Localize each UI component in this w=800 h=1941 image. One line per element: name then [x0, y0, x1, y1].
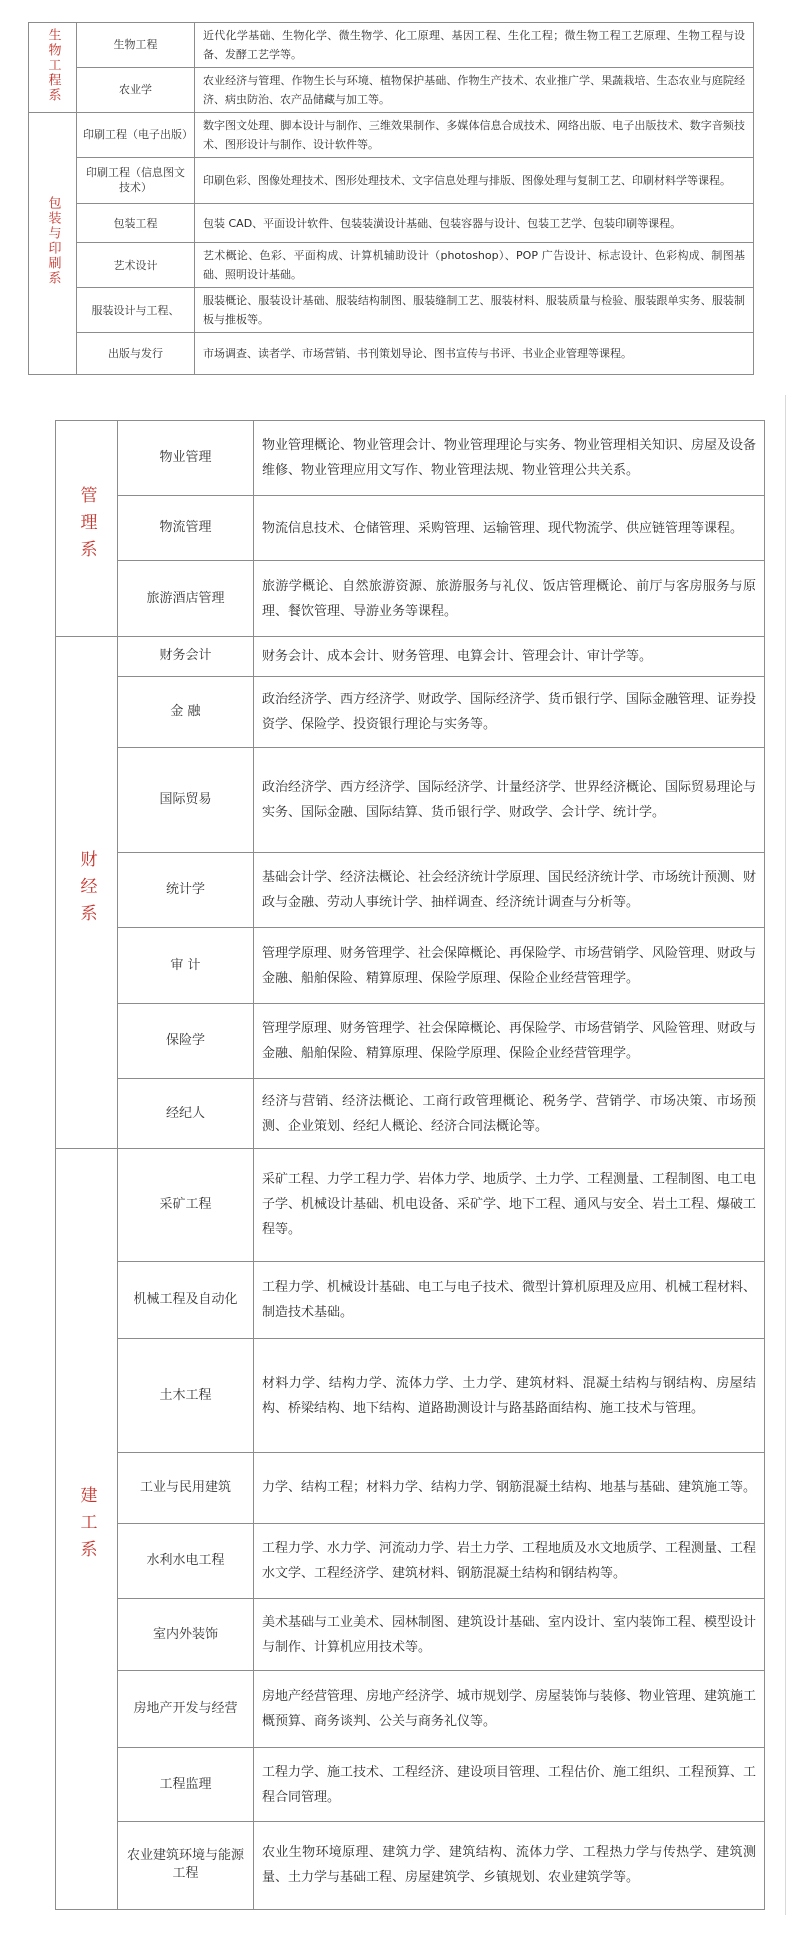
course-cell: 物流信息技术、仓储管理、采购管理、运输管理、现代物流学、供应链管理等课程。	[254, 496, 765, 561]
table-row	[56, 1821, 765, 1909]
table-row	[56, 636, 765, 676]
course-cell: 旅游学概论、自然旅游资源、旅游服务与礼仪、饭店管理概论、前厅与客房服务与原理、餐饮管理、导游业务等课程。	[254, 561, 765, 636]
table-row	[56, 1079, 765, 1148]
major-cell: 统计学	[118, 852, 254, 927]
table-row	[56, 561, 765, 636]
course-cell: 包装 CAD、平面设计软件、包装装潢设计基础、包装容器与设计、包装工艺学、包装印刷等课程。	[195, 203, 754, 243]
course-cell: 经济与营销、经济法概论、工商行政管理概论、税务学、营销学、市场决策、市场预测、企业策划、经纪人概论、经济合同法概论等。	[254, 1079, 765, 1148]
major-cell: 房地产开发与经营	[118, 1670, 254, 1748]
top-course-table	[28, 22, 754, 375]
course-cell: 近代化学基础、生物化学、微生物学、化工原理、基因工程、生化工程；微生物工程工艺原理、生物工程与设备、发酵工艺学等。	[195, 23, 754, 68]
course-cell: 政治经济学、西方经济学、财政学、国际经济学、货币银行学、国际金融管理、证券投资学、保险学、投资银行理论与实务等。	[254, 676, 765, 747]
course-cell: 工程力学、施工技术、工程经济、建设项目管理、工程估价、施工组织、工程预算、工程合同管理。	[254, 1748, 765, 1821]
course-cell: 农业经济与管理、作物生长与环境、植物保护基础、作物生产技术、农业推广学、果蔬栽培、生态农业与庭院经济、病虫防治、农产品储藏与加工等。	[195, 67, 754, 112]
dept-cell-packaging-printing: 包装与印刷系	[29, 112, 77, 374]
major-cell: 服装设计与工程、	[77, 288, 195, 333]
course-cell: 美术基础与工业美术、园林制图、建筑设计基础、室内设计、室内装饰工程、模型设计与制作、计算机应用技术等。	[254, 1599, 765, 1670]
course-cell: 管理学原理、财务管理学、社会保障概论、再保险学、市场营销学、风险管理、财政与金融、船舶保险、精算原理、保险学原理、保险企业经营管理学。	[254, 928, 765, 1003]
table-row	[56, 1339, 765, 1452]
course-cell: 农业生物环境原理、建筑力学、建筑结构、流体力学、工程热力学与传热学、建筑测量、土力学与基础工程、房屋建筑学、乡镇规划、农业建筑学等。	[254, 1821, 765, 1909]
major-cell: 采矿工程	[118, 1148, 254, 1261]
major-cell: 包装工程	[77, 203, 195, 243]
table-row	[29, 203, 754, 243]
major-cell: 生物工程	[77, 23, 195, 68]
table-row	[29, 23, 754, 68]
major-cell: 出版与发行	[77, 333, 195, 375]
major-cell: 农业建筑环境与能源工程	[118, 1821, 254, 1909]
course-cell: 采矿工程、力学工程力学、岩体力学、地质学、土力学、工程测量、工程制图、电工电子学、机械设计基础、机电设备、采矿学、地下工程、通风与安全、岩土工程、爆破工程等。	[254, 1148, 765, 1261]
major-cell: 土木工程	[118, 1339, 254, 1452]
major-cell: 国际贸易	[118, 748, 254, 853]
course-cell: 印刷色彩、图像处理技术、图形处理技术、文字信息处理与排版、图像处理与复制工艺、印刷材料学等课程。	[195, 157, 754, 203]
dept-cell-management: 管理系	[56, 421, 118, 637]
table-row	[29, 157, 754, 203]
course-cell: 工程力学、水力学、河流动力学、岩土力学、工程地质及水文地质学、工程测量、工程水文学、工程经济学、建筑材料、钢筋混凝土结构和钢结构等。	[254, 1523, 765, 1598]
table-row	[56, 852, 765, 927]
course-cell: 房地产经营管理、房地产经济学、城市规划学、房屋装饰与装修、物业管理、建筑施工概预算、商务谈判、公关与商务礼仪等。	[254, 1670, 765, 1748]
table-row	[29, 67, 754, 112]
major-cell: 室内外装饰	[118, 1599, 254, 1670]
top-course-table-panel	[28, 22, 754, 375]
major-cell: 物业管理	[118, 421, 254, 496]
table-row	[56, 496, 765, 561]
major-cell: 水利水电工程	[118, 1523, 254, 1598]
course-cell: 艺术概论、色彩、平面构成、计算机辅助设计（photoshop）、POP 广告设计、标志设计、色彩构成、制图基础、照明设计基础。	[195, 243, 754, 288]
table-row	[56, 1670, 765, 1748]
course-cell: 服装概论、服装设计基础、服装结构制图、服装缝制工艺、服装材料、服装质量与检验、服装跟单实务、服装制板与推板等。	[195, 288, 754, 333]
major-cell: 机械工程及自动化	[118, 1261, 254, 1339]
table-row	[56, 1003, 765, 1078]
course-cell: 物业管理概论、物业管理会计、物业管理理论与实务、物业管理相关知识、房屋及设备维修、物业管理应用文写作、物业管理法规、物业管理公共关系。	[254, 421, 765, 496]
major-cell: 艺术设计	[77, 243, 195, 288]
table-row	[29, 333, 754, 375]
table-row	[29, 243, 754, 288]
major-cell: 印刷工程（电子出版）	[77, 112, 195, 157]
course-cell: 政治经济学、西方经济学、国际经济学、计量经济学、世界经济概论、国际贸易理论与实务、国际金融、国际结算、货币银行学、财政学、会计学、统计学。	[254, 748, 765, 853]
major-cell: 财务会计	[118, 636, 254, 676]
major-cell: 物流管理	[118, 496, 254, 561]
table-row	[56, 1748, 765, 1821]
major-cell: 金 融	[118, 676, 254, 747]
major-cell: 印刷工程（信息图文技术）	[77, 157, 195, 203]
course-cell: 财务会计、成本会计、财务管理、电算会计、管理会计、审计学等。	[254, 636, 765, 676]
course-cell: 市场调查、读者学、市场营销、书刊策划导论、图书宣传与书评、书业企业管理等课程。	[195, 333, 754, 375]
table-row	[56, 676, 765, 747]
course-cell: 管理学原理、财务管理学、社会保障概论、再保险学、市场营销学、风险管理、财政与金融、船舶保险、精算原理、保险学原理、保险企业经营管理学。	[254, 1003, 765, 1078]
page-edge-line	[785, 395, 786, 1915]
course-cell: 材料力学、结构力学、流体力学、土力学、建筑材料、混凝土结构与钢结构、房屋结构、桥梁结构、地下结构、道路勘测设计与路基路面结构、施工技术与管理。	[254, 1339, 765, 1452]
table-row	[29, 288, 754, 333]
major-cell: 工业与民用建筑	[118, 1452, 254, 1523]
major-cell: 保险学	[118, 1003, 254, 1078]
table-row	[56, 1599, 765, 1670]
major-cell: 农业学	[77, 67, 195, 112]
bottom-course-table-panel	[55, 420, 765, 1910]
table-row	[56, 1261, 765, 1339]
dept-cell-bioengineering: 生物工程系	[29, 23, 77, 113]
major-cell: 经纪人	[118, 1079, 254, 1148]
dept-cell-finance-economics: 财经系	[56, 636, 118, 1148]
table-row	[56, 421, 765, 496]
course-cell: 力学、结构工程；材料力学、结构力学、钢筋混凝土结构、地基与基础、建筑施工等。	[254, 1452, 765, 1523]
table-row	[29, 112, 754, 157]
course-cell: 数字图文处理、脚本设计与制作、三维效果制作、多媒体信息合成技术、网络出版、电子出版技术、数字音频技术、图形设计与制作、设计软件等。	[195, 112, 754, 157]
table-row	[56, 928, 765, 1003]
dept-cell-construction: 建工系	[56, 1148, 118, 1909]
table-row	[56, 748, 765, 853]
major-cell: 工程监理	[118, 1748, 254, 1821]
course-cell: 基础会计学、经济法概论、社会经济统计学原理、国民经济统计学、市场统计预测、财政与金融、劳动人事统计学、抽样调查、经济统计调查与分析等。	[254, 852, 765, 927]
table-row	[56, 1148, 765, 1261]
table-row	[56, 1523, 765, 1598]
major-cell: 审 计	[118, 928, 254, 1003]
table-row	[56, 1452, 765, 1523]
bottom-course-table	[55, 420, 765, 1910]
course-cell: 工程力学、机械设计基础、电工与电子技术、微型计算机原理及应用、机械工程材料、制造技术基础。	[254, 1261, 765, 1339]
major-cell: 旅游酒店管理	[118, 561, 254, 636]
